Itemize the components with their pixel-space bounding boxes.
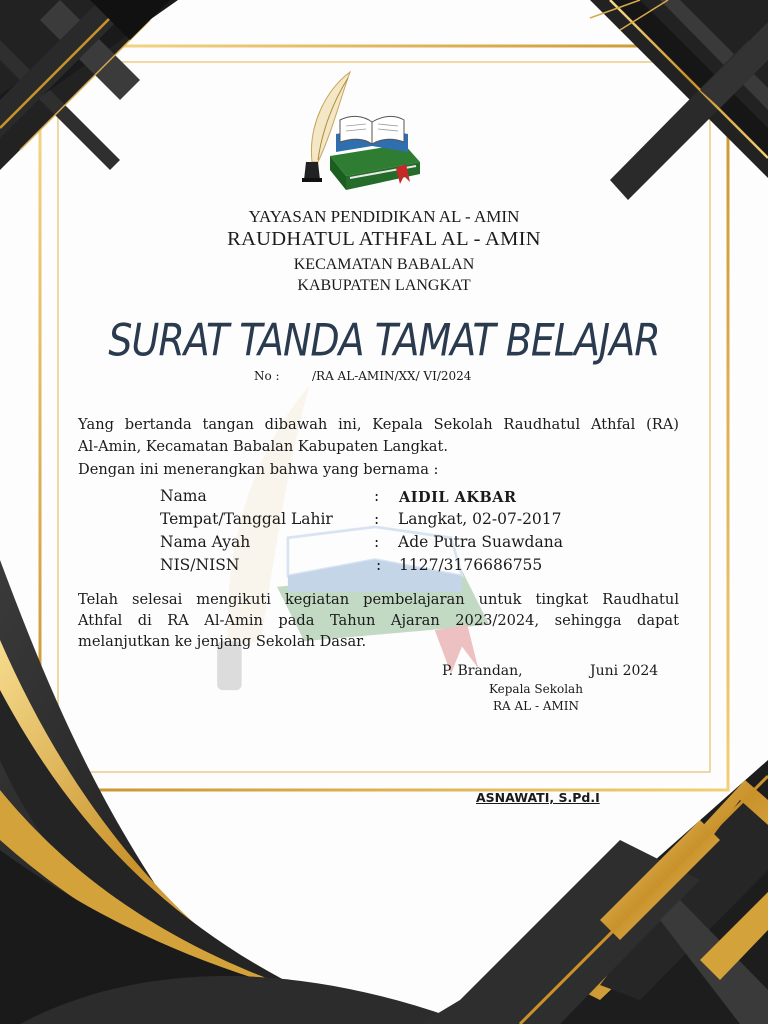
regency-name: KABUPATEN LANGKAT (297, 277, 471, 294)
district-name: KECAMATAN BABALAN (293, 256, 475, 273)
foundation-name: YAYASAN PENDIDIKAN AL - AMIN (248, 207, 520, 226)
student-sep-nis: : (376, 556, 382, 574)
student-value-birth: Langkat, 02-07-2017 (398, 510, 562, 528)
student-label-name: Nama (160, 487, 207, 505)
student-value-father: Ade Putra Suawdana (398, 533, 563, 551)
signature-date: Juni 2024 (590, 663, 659, 679)
student-label-father: Nama Ayah (160, 533, 251, 551)
student-sep-father: : (374, 533, 380, 551)
student-label-birth: Tempat/Tanggal Lahir (160, 510, 333, 528)
intro-line-3: Dengan ini menerangkan bahwa yang bernama : (78, 461, 439, 478)
corner-top-left (0, 0, 178, 170)
student-sep-birth: : (374, 510, 380, 528)
statement-line-2: Athfal di RA Al-Amin pada Tahun Ajaran 2023/2024, sehingga dapat (78, 612, 679, 629)
student-sep-name: : (374, 487, 380, 505)
corner-top-right (590, 0, 768, 200)
number-value: /RA AL-AMIN/XX/ VI/2024 (312, 369, 472, 383)
signature-institution: RA AL - AMIN (493, 699, 580, 713)
statement-line-1: Telah selesai mengikuti kegiatan pembelajaran untuk tingkat Raudhatul (78, 591, 679, 608)
school-name: RAUDHATUL ATHFAL AL - AMIN (227, 228, 541, 250)
signature-position: Kepala Sekolah (489, 682, 583, 696)
student-value-nis: 1127/3176686755 (399, 556, 543, 574)
signature-place: P. Brandan, (442, 663, 523, 679)
signatory-name: ASNAWATI, S.Pd.I (476, 790, 600, 805)
student-value-name: AIDIL AKBAR (399, 489, 517, 506)
quill-and-book-icon (296, 70, 426, 195)
document-title: SURAT TANDA TAMAT BELAJAR (108, 314, 660, 366)
number-label: No : (254, 369, 280, 383)
statement-line-3: melanjutkan ke jenjang Sekolah Dasar. (78, 633, 367, 650)
intro-line-1: Yang bertanda tangan dibawah ini, Kepala Sekolah Raudhatul Athfal (RA) (78, 416, 679, 433)
intro-line-2: Al-Amin, Kecamatan Babalan Kabupaten Langkat. (78, 438, 449, 455)
student-label-nis: NIS/NISN (160, 556, 240, 574)
